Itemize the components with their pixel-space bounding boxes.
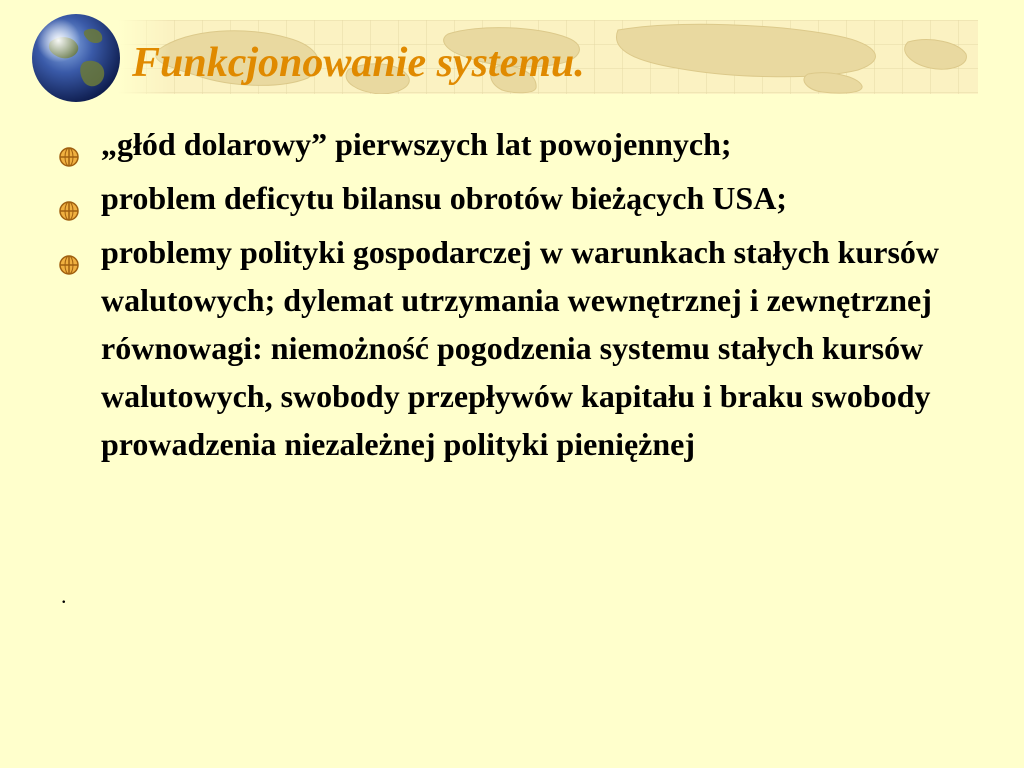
bullet-list bbox=[58, 120, 958, 474]
slide-title: Funkcjonowanie systemu. bbox=[132, 40, 585, 86]
globe-bullet-icon bbox=[58, 133, 80, 155]
bullet-text: problemy polityki gospodarczej w warunkach stałych kursów walutowych; dylemat utrzymania wewnętrznej i zewnętrznej równowagi: niemożność pogodzenia systemu stałych kursów walutowych, swobody przepływów kapitału i braku swobody prowadzenia niezależnej polityki pieniężnej bbox=[101, 234, 939, 462]
bullet-text: „głód dolarowy” pierwszych lat powojennych; bbox=[101, 126, 732, 162]
list-item bbox=[58, 174, 958, 222]
list-item bbox=[58, 120, 958, 168]
globe-bullet-icon bbox=[58, 241, 80, 263]
list-item bbox=[58, 228, 958, 468]
bullet-text: problem deficytu bilansu obrotów bieżących USA; bbox=[101, 180, 787, 216]
trailing-mark: . bbox=[61, 583, 67, 608]
globe-icon bbox=[30, 12, 122, 104]
globe-bullet-icon bbox=[58, 187, 80, 209]
